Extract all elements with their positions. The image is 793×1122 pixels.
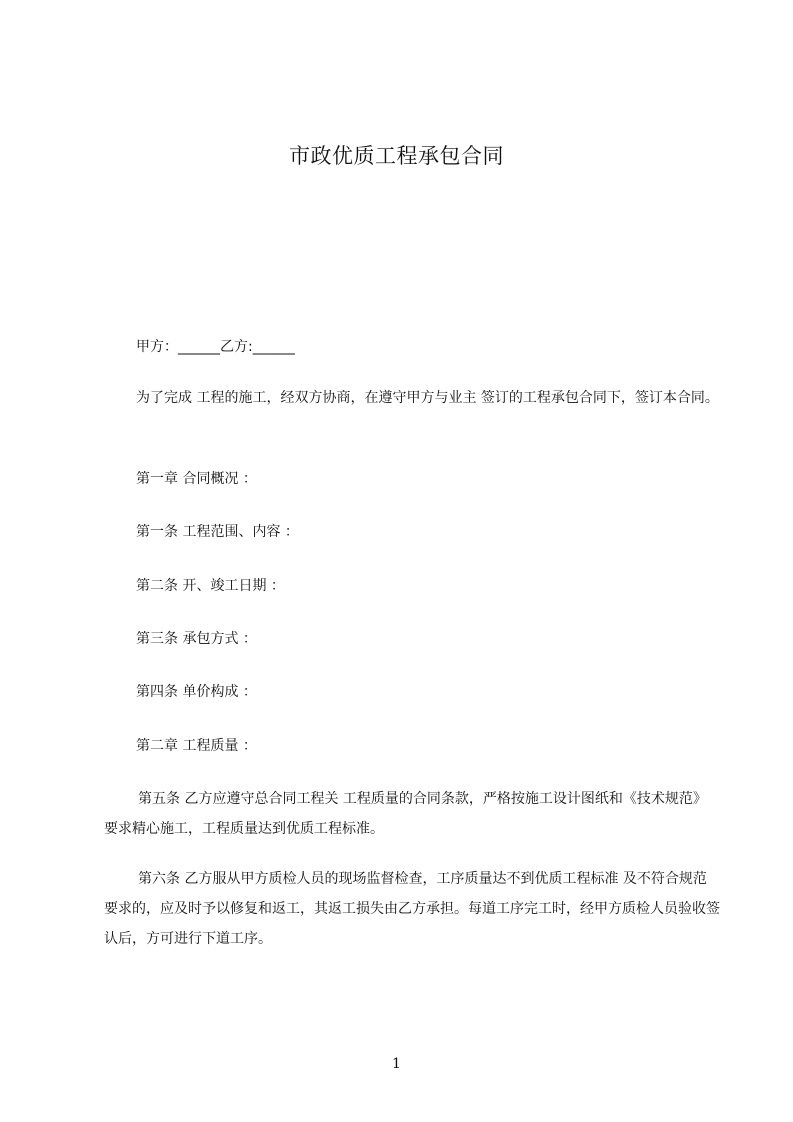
article-2-heading: 第二条 开、竣工日期 ：: [136, 578, 285, 594]
article-5-paragraph: 第五条 乙方应遵守总合同工程关 工程质量的合同条款，严格按施工设计图纸和《技术规范》要求精心施工，工程质量达到优质工程标准。: [104, 791, 707, 837]
article-3-heading: 第三条 承包方式 ：: [136, 631, 257, 647]
intro-paragraph: 为了完成 工程的施工，经双方协商，在遵守甲方与业主 签订的工程承包合同下，签订本合同。: [136, 390, 719, 406]
parties-line: 甲方：______乙方:______: [136, 339, 295, 355]
article-4-heading: 第四条 单价构成 ：: [136, 684, 257, 700]
document-title: 市政优质工程承包合同: [289, 144, 504, 168]
article-6-paragraph: 第六条 乙方服从甲方质检人员的现场监督检查，工序质量达不到优质工程标准 及不符合规范要求的，应及时予以修复和返工，其返工损失由乙方承担。每道工序完工时，经甲方质检人员验收签认后，方可进行下道工序。: [104, 871, 720, 947]
page-number: 1: [392, 1056, 401, 1072]
chapter-2-heading: 第二章 工程质量 ：: [136, 738, 257, 754]
article-1-heading: 第一条 工程范围、内容 ：: [136, 524, 299, 540]
chapter-1-heading: 第一章 合同概况 ：: [136, 471, 257, 487]
